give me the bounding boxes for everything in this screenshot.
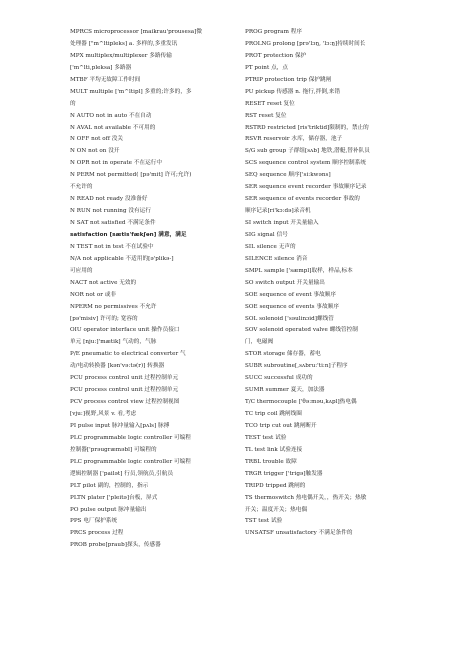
glossary-line: TEST test 试验: [245, 434, 287, 441]
glossary-line: RSTRD restricted [ris'triktid]限制的，禁止的: [245, 124, 369, 131]
glossary-line: PO pulse output 脉冲量输出: [70, 506, 147, 513]
glossary-line: TST test 试验: [245, 518, 283, 525]
glossary-line: PROB probe[praub]探头，传感器: [70, 542, 161, 549]
glossary-line: NPERM no permissives 不允许: [70, 303, 157, 310]
glossary-line: TC trip coil 跳闸线圈: [245, 411, 302, 417]
glossary-line: PCU process control unit 过程控制单元: [70, 375, 179, 382]
glossary-line: 可应用的: [70, 267, 93, 274]
glossary-line: N OPR not in operate 不在运行中: [70, 160, 163, 167]
glossary-line: TRGR trigger ['trigə]触发器: [245, 470, 323, 477]
glossary-line: 单元 [nju:]'mætik] 气动的，气脉: [70, 339, 157, 346]
glossary-line: PLT pilot 副的，控制的，指示: [70, 482, 149, 489]
glossary-line: SER sequence event recorder 事故顺序记录: [245, 184, 367, 191]
glossary-line: OIU operator interface unit 操作员接口: [70, 327, 180, 334]
glossary-line: SOV solenoid operated valve 螺线管控制: [245, 327, 358, 334]
glossary-line: NOR not or 或非: [70, 291, 117, 298]
glossary-line: SOE sequence of event 事故顺序: [245, 291, 337, 298]
glossary-line: N AUTO not in auto 不在自动: [70, 112, 152, 119]
glossary-line: T/C thermocouple ['θə:məu,kʌpl]热电偶: [245, 399, 357, 406]
glossary-line: PROG program 程序: [245, 29, 303, 35]
glossary-line: 门，电磁阀: [245, 339, 274, 346]
glossary-line: S/G sub group 子群组[sʌb] 地铁,潜艇,替补队员: [245, 148, 370, 155]
glossary-line: PROT protection 保护: [245, 52, 307, 59]
glossary-line: MPX multiplex/multiplexer 多路传输: [70, 52, 172, 59]
glossary-line: PLC programmable logic controller 可编程: [70, 458, 191, 465]
glossary-line: SOL solenoid ['səulinɔid]螺线管: [245, 315, 334, 322]
glossary-line: 动/电动转换器 [kən'və:tə(r)] 转换器: [70, 363, 165, 370]
glossary-line: PCV process control view 过程控制视图: [70, 399, 180, 406]
glossary-line: SIL silence 无声的: [245, 243, 296, 250]
glossary-line: RSVR reservoir 水库，储存器，池子: [245, 136, 343, 143]
glossary-line: P/E pneumatic to electrical converter 气: [70, 351, 186, 358]
glossary-line: SILENCE silence 消音: [245, 255, 308, 262]
right-column: [245, 27, 423, 540]
glossary-line: PTRIP protection trip 保护跳闸: [245, 76, 332, 83]
glossary-line: MTBF 平均无故障工作时间: [70, 76, 141, 83]
glossary-line: [pə'misiv] 许可的; 宽容的: [70, 315, 138, 322]
glossary-line: [vju:]视野,风景 v. 看,考虑: [70, 411, 137, 417]
glossary-line: SO switch output 开关量输出: [245, 279, 325, 286]
glossary-line: PROLNG prolong [prə'lɔŋ, 'lɔ:ŋ]持续时间长: [245, 40, 366, 47]
glossary-line: 逻辑控制器 ['pailət] 行员,领航员,引航员: [70, 470, 174, 477]
glossary-line: TRBL trouble 故障: [245, 458, 297, 465]
glossary-line: N OFF not off 没关: [70, 136, 124, 143]
glossary-line: 不允许的: [70, 184, 93, 191]
glossary-line: ['m^lti,pleksa] 多路器: [70, 64, 132, 71]
glossary-line: 处理器 ["m^ltipleks] a. 多样的,多重发讯: [70, 40, 178, 47]
glossary-line: PLTN plater ['pleitə]台板，屏式: [70, 494, 158, 501]
glossary-line: N ON not on 没开: [70, 148, 120, 155]
left-column: [70, 27, 240, 552]
glossary-line: PLC programmable logic controller 可编程: [70, 434, 191, 441]
glossary-line: PCU process control unit 过程控制单元: [70, 387, 179, 394]
glossary-line: 开关；温度开关；热电偶: [245, 506, 308, 513]
glossary-line: N PERM not permitted( [pə'mit] 许可;允许): [70, 172, 192, 179]
glossary-line: RST reset 复位: [245, 112, 287, 119]
glossary-line: TCO trip cut out 跳闸断开: [245, 422, 317, 429]
glossary-line: N READ not ready 没准备好: [70, 196, 148, 203]
glossary-line: N TEST not in test 不在试验中: [70, 243, 154, 250]
glossary-line: SEQ sequence 顺序['si:kwəns]: [245, 172, 331, 179]
glossary-line: SUBR subroutine[,sʌbru:'ti:n]子程序: [245, 363, 348, 370]
glossary-line: SMPL sample ['sæmpl]取样，样品,标本: [245, 267, 353, 274]
glossary-line: PU pickup 传感器 n. 拖行,拌倒,来错: [245, 88, 341, 95]
glossary-line: STOR storage 储存器，蓄电: [245, 351, 321, 358]
glossary-line: SER sequence of events recorder 事故的: [245, 196, 360, 203]
glossary-line: SIG signal 信号: [245, 231, 288, 238]
glossary-line: SI switch input 开关量输入: [245, 220, 319, 226]
glossary-line: SUMR summer 夏天，加法器: [245, 387, 325, 394]
glossary-line: PT point 点，点: [245, 64, 289, 71]
glossary-line: PPS 电厂保护系统: [70, 518, 118, 525]
glossary-line: 控制器['prəugræməbl] 可编程的: [70, 446, 157, 453]
glossary-line: TL test link 试验连接: [245, 446, 303, 453]
glossary-line: UNSATSF unsatisfactory 不满足条件的: [245, 530, 353, 537]
glossary-line: SOE sequence of events 事故顺序: [245, 303, 339, 310]
glossary-line: TS thermoswitch 热电偶开关，，热开关；热敏: [245, 494, 367, 501]
glossary-line: N RUN not running 没有运行: [70, 208, 151, 215]
glossary-line: RESET reset 复位: [245, 100, 295, 107]
glossary-line: TRIPD tripped 跳闸的: [245, 482, 306, 489]
glossary-line: satisfaction [sætis'fækʃən] 满意，满足: [70, 231, 187, 238]
glossary-line: N/A not applicable 不适用的[ə'plikə-]: [70, 255, 174, 262]
glossary-line: N SAT not satisfied 不满足条件: [70, 220, 156, 226]
glossary-line: MULT multiple ['m^ltipl] 多重的;许多的，多: [70, 88, 192, 95]
glossary-line: MPRCS microprocessor [maikrau'prousesa]微: [70, 29, 203, 35]
glossary-line: PI pulse input 脉冲量输入[pʌls] 脉搏: [70, 422, 170, 429]
glossary-line: N AVAL not available 不可用的: [70, 124, 156, 131]
glossary-line: 的: [70, 100, 76, 107]
glossary-line: NACT not active 无效的: [70, 279, 137, 286]
glossary-line: SCS sequence control system 顺序控制系统: [245, 160, 366, 167]
glossary-line: PRCS process 过程: [70, 530, 124, 537]
glossary-line: SUCC successful 成功的: [245, 375, 313, 382]
glossary-line: 顺序记录[ri'kɔ:də]录音机: [245, 208, 311, 215]
